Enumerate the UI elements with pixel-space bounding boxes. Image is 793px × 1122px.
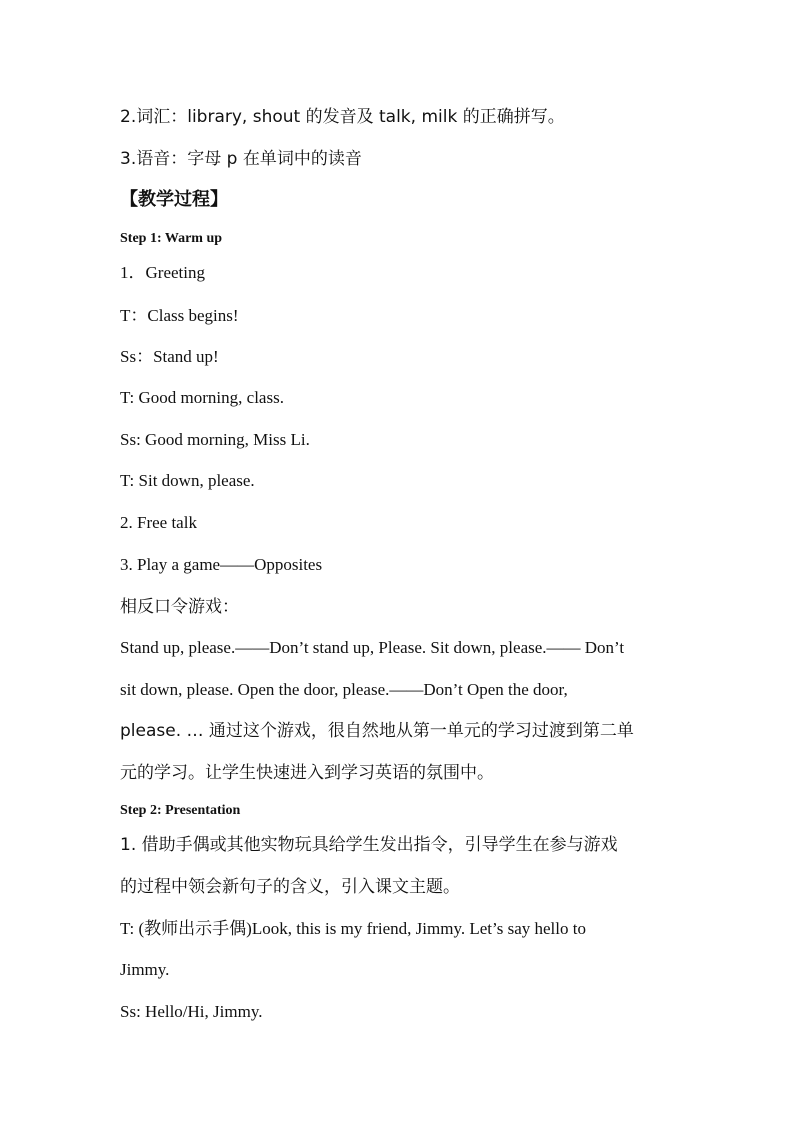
game-text-line: please. … 通过这个游戏，很自然地从第一单元的学习过渡到第二单 [120, 721, 634, 741]
dialogue-line: Ss: Good morning, Miss Li. [120, 430, 310, 449]
teaching-process-heading: 【教学过程】 [120, 189, 228, 210]
objective-phonics: 3.语音：字母 p 在单词中的读音 [120, 149, 362, 169]
step2-title: Step 2: Presentation [120, 803, 241, 818]
dialogue-line: T: Good morning, class. [120, 388, 284, 407]
step1-item-free-talk: 2. Free talk [120, 513, 197, 532]
game-text-line: sit down, please. Open the door, please.——Don’t Open the door, [120, 680, 568, 699]
teacher-line: T: (教师出示手偶)Look, this is my friend, Jimmy. Let’s say hello to [120, 919, 586, 938]
dialogue-line: Ss：Stand up! [120, 347, 219, 366]
step1-item-greeting: 1．Greeting [120, 263, 205, 282]
dialogue-line: T：Class begins! [120, 306, 239, 325]
game-label: 相反口令游戏： [120, 597, 239, 617]
game-text-line: Stand up, please.——Don’t stand up, Please. Sit down, please.—— Don’t [120, 638, 625, 657]
teacher-line: Jimmy. [120, 960, 170, 979]
students-reply: Ss: Hello/Hi, Jimmy. [120, 1002, 263, 1021]
dialogue-line: T: Sit down, please. [120, 471, 255, 490]
game-text-line: 元的学习。让学生快速进入到学习英语的氛围中。 [120, 763, 494, 783]
step1-title: Step 1: Warm up [120, 231, 223, 246]
objective-vocabulary: 2.词汇：library, shout 的发音及 talk, milk 的正确拼写。 [120, 107, 565, 127]
step1-item-game: 3. Play a game——Opposites [120, 555, 323, 574]
step2-item1-line: 的过程中领会新句子的含义，引入课文主题。 [120, 877, 460, 897]
step2-item1-line: 1. 借助手偶或其他实物玩具给学生发出指令，引导学生在参与游戏 [120, 835, 618, 855]
